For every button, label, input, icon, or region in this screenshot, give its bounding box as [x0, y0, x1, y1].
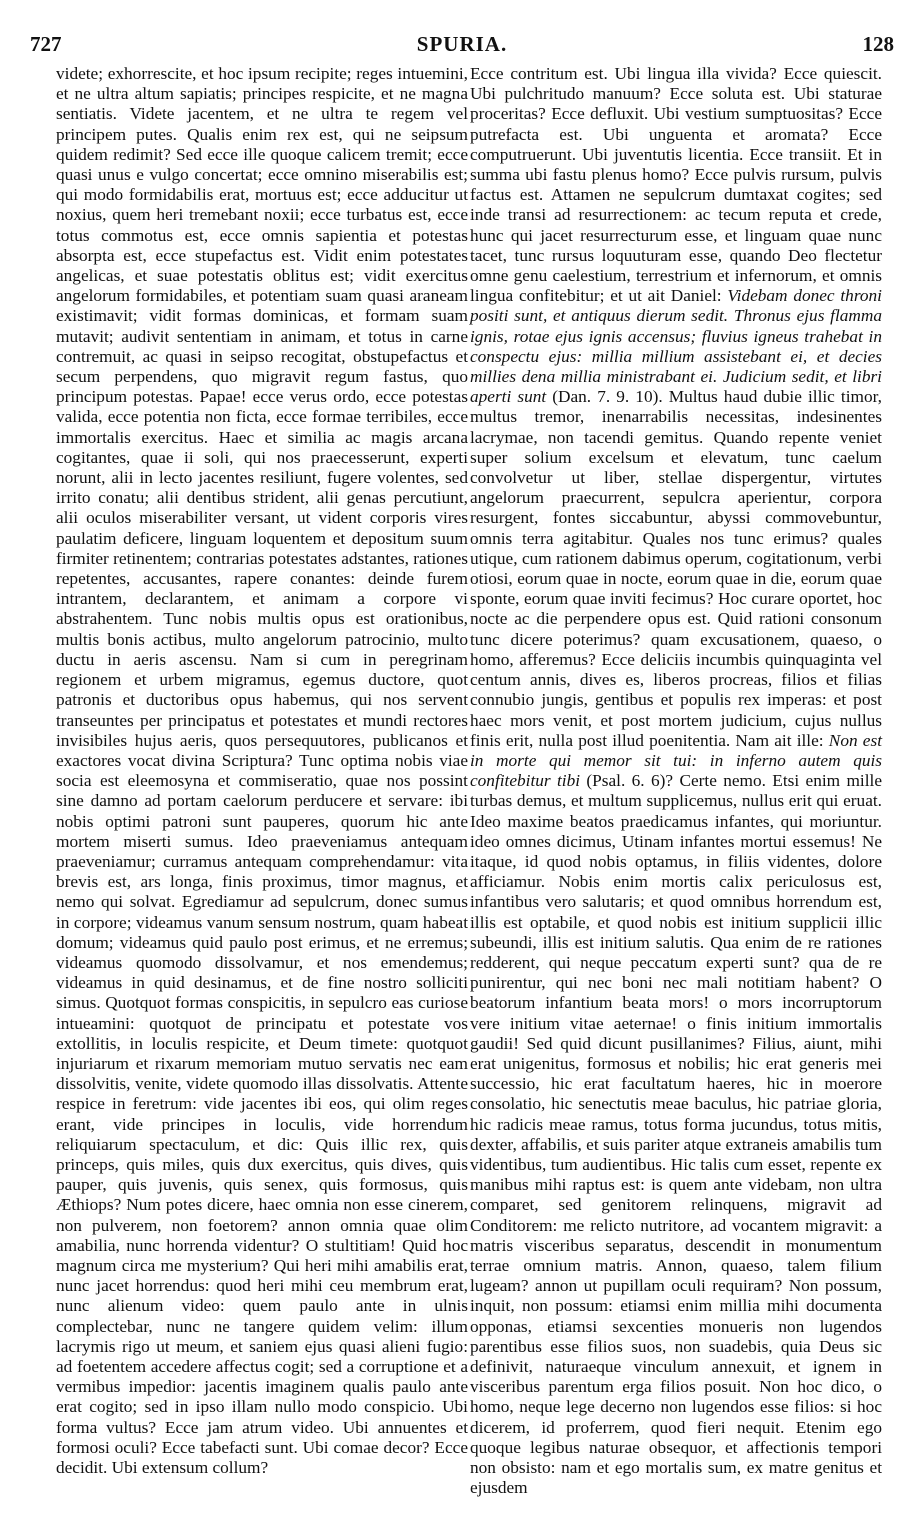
right-text-part-1: Ecce contritum est. Ubi lingua illa vivida? Ecce quiescit. Ubi pulchritudo manuum? Ecce soluta est. Ubi staturae proceritas? Ecce defluxit. Ubi vestium sumptuositas? Ecce putrefacta est. Ubi unguenta et aromata? Ecce computruerunt. Ubi juventutis licentia. Ecce transiit. Et in summa ubi fastu plenus homo? Ecce pulvis rursum, pulvis factus est. Attamen ne sepulcrum dumtaxat cogites; sed inde transi ad resurrectionem: ac tecum reputa et crede, hunc qui jacet resurrecturum esse, et linguam quae nunc tacet, tunc rursus loquuturam esse, quando Deo flectetur omne genu caelestium, terrestrium et infernorum, et omnis lingua confitebitur; et ut ait Daniel:: [470, 64, 882, 306]
right-column-paragraph: [470, 64, 882, 1498]
right-column: [470, 64, 882, 1498]
left-column-text: videte; exhorrescite, et hoc ipsum recipite; reges intuemini, et ne ultra altum sapiatis; principes respicite, et ne magna sentiatis. Videte jacentem, et ne ultra te regem vel principem putes. Qualis enim rex est, qui ne seipsum quidem redimit? Sed ecce ille quoque calicem tremit; ecce quasi unus e vulgo concertat; ecce omnino miserabilis est; qui modo formidabilis erat, mortuus est; ecce adducitur ut noxius, quem heri tremebant noxii; ecce turbatus est, ecce totus commotus est, ecce omnis sapientia et potestas absorpta est, ecce stupefactus est. Vidit enim potestates angelicas, et suae potestatis oblitus est; vidit exercitus angelorum formidabiles, et potentiam suam quasi araneam existimavit; vidit formas dominicas, et formam suam mutavit; audivit sententiam in animam, et totus in carne contremuit, ac quasi in seipso recogitat, obstupefactus et secum perpendens, quo migravit regum fastus, quo principum potestas. Papae! ecce verus ordo, ecce potestas valida, ecce potentia non ficta, ecce formae terribiles, ecce immortalis exercitus. Haec et similia ac magis arcana cogitantes, quae ii soli, qui nos praecesserunt, experti norunt, alii in lecto jacentes resiliunt, fugere volentes, sed irrito conatu; alii dentibus strident, alii genas percutiunt, alii oculos miserabiliter versant, ut vident corporis vires paulatim deficere, linguam loquentem et depositum suum firmiter retinentem; contrarias potestates adstantes, rationes repetentes, accusantes, rapere conantes: deinde furem intrantem, declarantem, et animam a corpore vi abstrahentem. Tunc nobis multis opus est orationibus, multis bonis actibus, multo angelorum patrocinio, multo ductu in aeris ascensu. Nam si cum in peregrinam regionem et urbem migramus, egemus ductore, quot patronis et ductoribus opus habemus, qui nos servent transeuntes per principatus et potestates et mundi rectores invisibiles hujus aeris, quos persequutores, publicanos et exactores vocat divina Scriptura? Tunc optima nobis viae socia est eleemosyna et commiseratio, quae nos possint sine damno ad portam caelorum perducere et servare: ibi nobis optimi patroni sunt pauperes, quorum hic ante mortem miserti sumus. Ideo praeveniamus antequam praeveniamur; curramus antequam comprehendamur: vita brevis est, ars longa, finis proximus, timor magnus, et nemo qui solvat. Egrediamur ad sepulcrum, donec sumus in corpore; videamus vanum sensum nostrum, quam habeat domum; videamus quid paulo post erimus, et ne erremus; videamus quomodo dissolvamur, et nos emendemus; videamus in quid desinamus, et de fine nostro solliciti simus. Quotquot formas conspicitis, in sepulcro eas curiose intueamini: quotquot de principatu et potestate vos extollitis, in loculis respicite, et Deum timete: quotquot injuriarum et rixarum memoriam mutuo servatis nec eam dissolvitis, venite, videte quomodo illas dissolvatis. Attente respice in feretrum: vide jacentes ibi eos, qui olim reges erant, vide principes in loculis, vide horrendum reliquiarum spectaculum, et dic: Quis illic rex, quis princeps, quis miles, quis dux exercitus, quis dives, quis pauper, quis juvenis, quis senex, quis formosus, quis Æthiops? Num potes dicere, haec omnia non esse cinerem, non pulverem, non foetorem? annon omnia quae olim amabilia, nunc horrenda videntur? O stultitiam! Quid hoc magnum circa me mysterium? Qui heri mihi amabilis erat, nunc jacet horrendus: quod heri mihi ceu membrum erat, nunc alienum video: quem paulo ante in ulnis complectebar, nunc ne tangere quidem velim: illum lacrymis rigo ut meum, et saniem ejus quasi alieni fugio: ad foetentem accedere affectus cogit; sed a corruptione et a vermibus impedior: jacentis imaginem qualis paulo ante erat cogito; sed in ipso illam nullo modo conspicio. Ubi forma vultus? Ecce jam atrum video. Ubi annuentes et formosi oculi? Ecce tabefacti sunt. Ubi comae decor? Ecce decidit. Ubi extensum collum?: [56, 64, 468, 1478]
psalm-reference: (Psal. 6. 6)?: [580, 771, 680, 791]
right-page-number: 128: [862, 32, 894, 56]
running-title: SPURIA.: [416, 32, 508, 56]
daniel-reference: (Dan. 7. 9. 10).: [546, 387, 669, 407]
psalm-quotation: Non est in morte qui memor sit tui: in inferno autem quis confitebitur tibi: [470, 730, 883, 791]
daniel-quotation: Videbam donec throni positi sunt, et antiquus dierum sedit. Thronus ejus flamma ignis, rotae ejus ignis accensus; fluvius igneus trahebat in conspectu ejus: millia millium assistebant ei, et decies millies dena millia ministrabant ei. Judicium sedit, et libri aperti sunt: [470, 286, 882, 407]
right-text-part-3: Certe nemo. Etsi enim mille turbas demus, et multum supplicemus, nullus erit qui eruat. Ideo maxime beatos praedicamus infantes, qui moriuntur. ideo omnes dicimus, Utinam infantes mortui essemus! Ne itaque, id quod nobis optamus, in filiis videntes, dolore afficiamur. Nobis enim mortis calix periculosus est, infantibus vero salutaris; et quod omnibus horrendum est, illis est optabile, et quod nobis est initium supplicii illic subeundi, illis est initium salutis. Qua enim de re rationes redderent, qui neque peccatum experti sunt? qua de re punirentur, qui nec boni nec mali notitiam habent? O beatorum infantium beata mors! o mors incorruptorum vere initium vitae aeternae! o finis initium immortalis gaudii! Sed quid dicunt pusillanimes? Filius, aiunt, mihi erat unigenitus, formosus et nobilis; hic erat generis mei successio, hic erat facultatum haeres, hic in moerore consolatio, hic senectutis meae baculus, hic patriae gloria, hic radicis meae ramus, totus forma jucundus, totus mitis, dexter, affabilis, et suis pariter atque extraneis amabilis tum videntibus, tum audientibus. Hic talis cum esset, repente ex manibus mihi raptus est: is quem ante videbam, non ultra comparet, sed genitorem relinquens, migravit ad Conditorem: me relicto nutritore, ad vocantem migravit: a matris visceribus separatus, descendit in monumentum terrae omnium matris. Annon, quaeso, talem filium lugeam? annon ut pupillam oculi requiram? Non possum, inquit, non possum: etiamsi enim millia mihi documenta opponas, etiamsi sexcenties monueris non lugendos parentibus esse filios suos, non suadebis, quia Deus sic definivit, naturaeque vinculum annexuit, et ignem in visceribus parentum erga filios posuit. Non hoc dico, o homo, neque lege decerno non lugendos esse filios: si hoc dicerem, id proferrem, quod fieri nequit. Etenim ego quoque legibus naturae obsequor, et affectionis tempori non obsisto: nam et ego mortalis sum, ex matre genitus et ejusdem: [470, 771, 882, 1498]
page-header: [30, 32, 894, 66]
right-text-part-2: Multus haud dubie illic timor, multus tremor, inenarrabilis necessitas, indesinentes lacrymae, non tacendi gemitus. Quando repente veniet super solium excelsum et elevatum, tunc caelum convolvetur ut liber, stellae dispergentur, virtutes angelorum praecurrent, sepulcra aperientur, corpora resurgent, fontes siccabuntur, abyssi commovebuntur, omnis terra agitabitur. Quales nos tunc erimus? quales utique, cum rationem dabimus operum, cogitationum, verbi otiosi, eorum quae in nocte, eorum quae in die, eorum quae sponte, eorum quae inviti fecimus? Hoc curare oportet, hoc nocte ac die perpendere opus est. Quid rationi consonum tunc dicere poterimus? quam excusationem, quaeso, o homo, afferemus? Ecce deliciis incumbis quinquaginta vel centum annis, dives es, liberos procreas, filios et filias connubio jungis, gentibus et populis rex imperas: et post haec mors venit, et post mortem judicium, cujus nullus finis erit, nulla post illud poenitentia. Nam ait ille:: [470, 387, 882, 750]
left-column: [56, 64, 468, 1478]
left-page-number: 727: [30, 32, 62, 56]
